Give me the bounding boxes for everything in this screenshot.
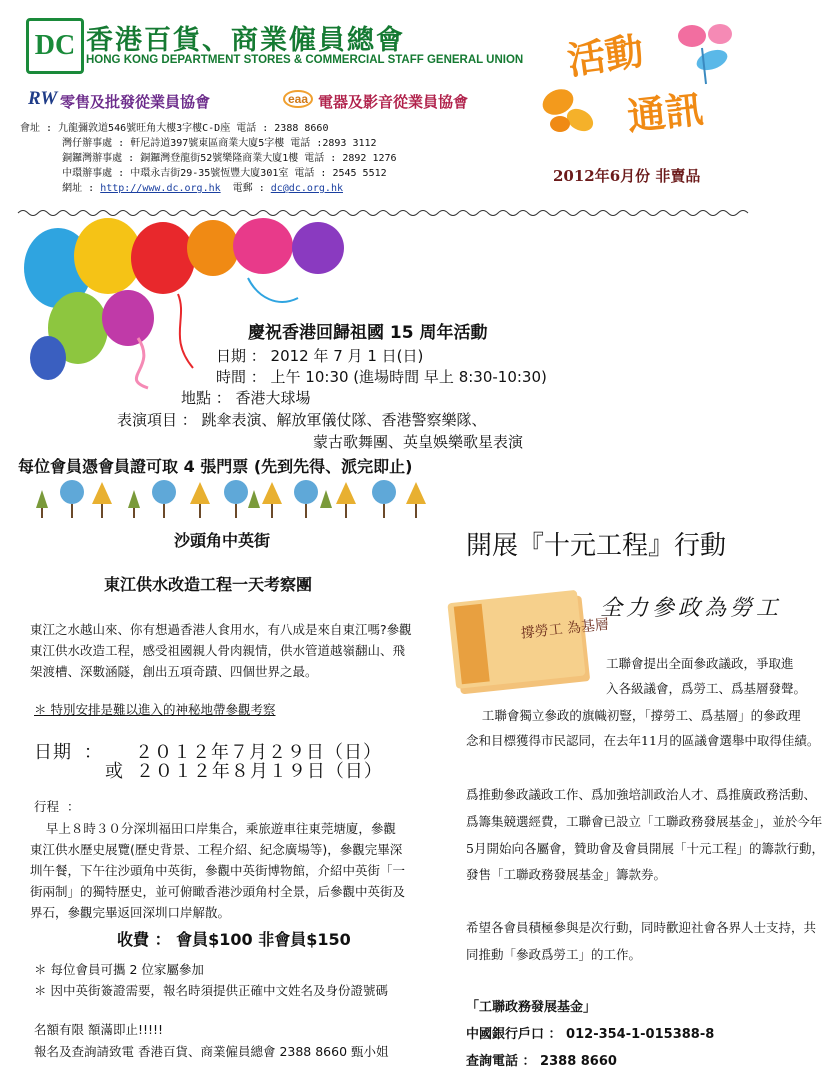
celebration-date: 日期 ： 2012 年 7 月 1 日(日) xyxy=(216,347,424,365)
tour-date-1: ２０１２年７月２９日（日） xyxy=(135,742,382,763)
org-name-chinese: 香港百貨、商業僱員總會 xyxy=(86,25,405,56)
address-line: 灣仔辦事處 : 軒尼詩道397號東區商業大廈5字樓 電話 :2893 3112 xyxy=(20,138,377,149)
itinerary-text xyxy=(30,818,442,923)
email-label: 電郵 : xyxy=(220,183,271,194)
email-link[interactable]: dc@dc.org.hk xyxy=(270,183,343,194)
campaign-para-line: 爲籌集競選經費，工聯會已設立「工聯政務發展基金」，並於今年 xyxy=(466,814,823,829)
itinerary-line: 早上８時３０分深圳福田口岸集合，乘旅遊車往東莞塘廈，參觀 xyxy=(30,821,396,836)
campaign-para-line: 發售「工聯政務發展基金」籌款券。 xyxy=(466,867,667,882)
tour-intro-line: 架渡槽、深數涵隧，創出五項奇蹟、四個世界之最。 xyxy=(30,664,318,679)
celebration-performance-1: 表演項目 ： 跳傘表演、解放軍儀仗隊、香港警察樂隊、 xyxy=(117,411,487,429)
campaign-para-line: 5月開始向各屬會，贊助會及會員開展「十元工程」的籌款行動， xyxy=(466,841,824,856)
campaign-para-line: 爲推動參政議政工作、爲加強培訓政治人才、爲推廣政務活動、 xyxy=(466,787,817,802)
campaign-para-line: 同推動「參政爲勞工」的工作。 xyxy=(466,947,642,962)
campaign-para-line: 工聯會獨立參政的旗幟初豎，「撐勞工、爲基層」的參政理 xyxy=(466,708,801,723)
union-logo: DC xyxy=(26,18,84,74)
enquiry-phone: 查詢電話 ： 2388 8660 xyxy=(466,1054,617,1069)
campaign-para-line: 念和目標獲得市民認同，在去年11月的區議會選舉中取得佳績。 xyxy=(466,733,820,748)
website-link[interactable]: http://www.dc.org.hk xyxy=(100,183,221,194)
org-name-english: HONG KONG DEPARTMENT STORES & COMMERCIAL STAFF GENERAL UNION xyxy=(86,54,524,66)
orange-butterfly-icon xyxy=(540,80,600,140)
tour-intro-line: 東江供水改造工程，感受祖國親人骨肉親情，供水管道越嶺翻山、飛 xyxy=(30,643,406,658)
tour-title-2: 東江供水改造工程一天考察團 xyxy=(104,575,313,594)
campaign-para-line: 入各級議會，爲勞工、爲基層發聲。 xyxy=(606,681,807,696)
tour-note-2: ＊ 因中英街簽證需要，報名時須提供正確中文姓名及身份證號碼 xyxy=(34,983,388,998)
itinerary-line: 街兩制」的獨特歷史，並可俯瞰香港沙頭角村全景，后參觀中英街及 xyxy=(30,884,406,899)
fund-ticket-image xyxy=(450,588,610,698)
tour-date-2: 或 ２０１２年８月１９日（日） xyxy=(105,761,383,782)
itinerary-line: 圳午餐，下午往沙頭角中英街，參觀中英街博物館，介紹中英街「一 xyxy=(30,863,406,878)
fund-name: 「工聯政務發展基金」 xyxy=(466,1000,597,1015)
pink-butterfly-icon xyxy=(672,18,744,88)
celebration-performance-2: 蒙古歌舞團、英皇娛樂歌星表演 xyxy=(313,433,524,451)
tour-date-label: 日期 ： xyxy=(34,742,103,763)
campaign-para-line: 希望各會員積極參與是次行動，同時歡迎社會各界人士支持，共 xyxy=(466,920,817,935)
itinerary-line: 界石，參觀完畢返回深圳口岸解散。 xyxy=(30,905,231,920)
address-line: 中環辦事處 : 中環永吉街29-35號恆豐大廈301室 電話 : 2545 5512 xyxy=(20,168,387,179)
activity-title-1: 活動 xyxy=(564,27,647,84)
issue-date: 2012年6月份 非賣品 xyxy=(553,167,701,185)
special-arrangement: ＊ 特別安排是難以進入的神秘地帶參觀考察 xyxy=(34,702,276,717)
celebration-venue: 地點 ： 香港大球場 xyxy=(181,389,311,407)
quota-note: 名額有限 額滿即止!!!!! xyxy=(34,1022,164,1037)
affiliate-retail-name: 零售及批發從業員協會 xyxy=(60,93,211,111)
tour-title-1: 沙頭角中英街 xyxy=(174,531,271,550)
itinerary-line: 東江供水歷史展覽(歷史背景、工程介紹、紀念廣場等)，參觀完畢深 xyxy=(30,842,403,857)
campaign-para-line: 工聯會提出全面參政議政，爭取進 xyxy=(606,656,794,671)
celebration-title: 慶祝香港回歸祖國 15 周年活動 xyxy=(248,323,488,343)
eaa-logo: eaa xyxy=(283,90,313,108)
itinerary-label: 行程 ： xyxy=(34,799,80,814)
activity-title-2: 通訊 xyxy=(625,86,706,139)
tour-fee: 收費 ： 會員$100 非會員$150 xyxy=(117,930,351,949)
ticket-note: 每位會員憑會員證可取 4 張門票 (先到先得、派完即止) xyxy=(18,457,413,476)
website-label: 網址 : xyxy=(20,183,101,194)
enquiry-note: 報名及查詢請致電 香港百貨、商業僱員總會 2388 8660 甄小姐 xyxy=(34,1044,389,1059)
rw-logo: RW xyxy=(28,88,58,109)
tour-note-1: ＊ 每位會員可攜 2 位家屬參加 xyxy=(34,962,204,977)
address-line: 銅鑼灣辦事處 : 銅鑼灣登龍街52號樂隆商業大廈1樓 電話 : 2892 1276 xyxy=(20,153,397,164)
tour-intro-line: 東江之水越山來、你有想過香港人食用水，有八成是來自東江嗎?參觀 xyxy=(30,622,412,637)
campaign-heading: 開展『十元工程』行動 xyxy=(466,531,727,561)
contact-line xyxy=(20,181,397,196)
celebration-time: 時間 ： 上午 10:30 (進場時間 早上 8:30-10:30) xyxy=(216,368,547,386)
affiliate-electrical-name: 電器及影音從業員協會 xyxy=(318,93,469,111)
address-line: 會址 : 九龍彌敦道546號旺角大樓3字樓C-D座 電話 : 2388 8660 xyxy=(20,123,329,134)
tour-intro xyxy=(30,619,442,682)
slogan-handwriting: 全力參政為勞工 xyxy=(600,596,783,621)
address-block xyxy=(20,121,397,196)
trees-border xyxy=(30,478,430,522)
bank-account: 中國銀行戶口 ： 012-354-1-015388-8 xyxy=(466,1027,715,1042)
ticket-label: 撐勞工 為基層 xyxy=(520,616,610,642)
